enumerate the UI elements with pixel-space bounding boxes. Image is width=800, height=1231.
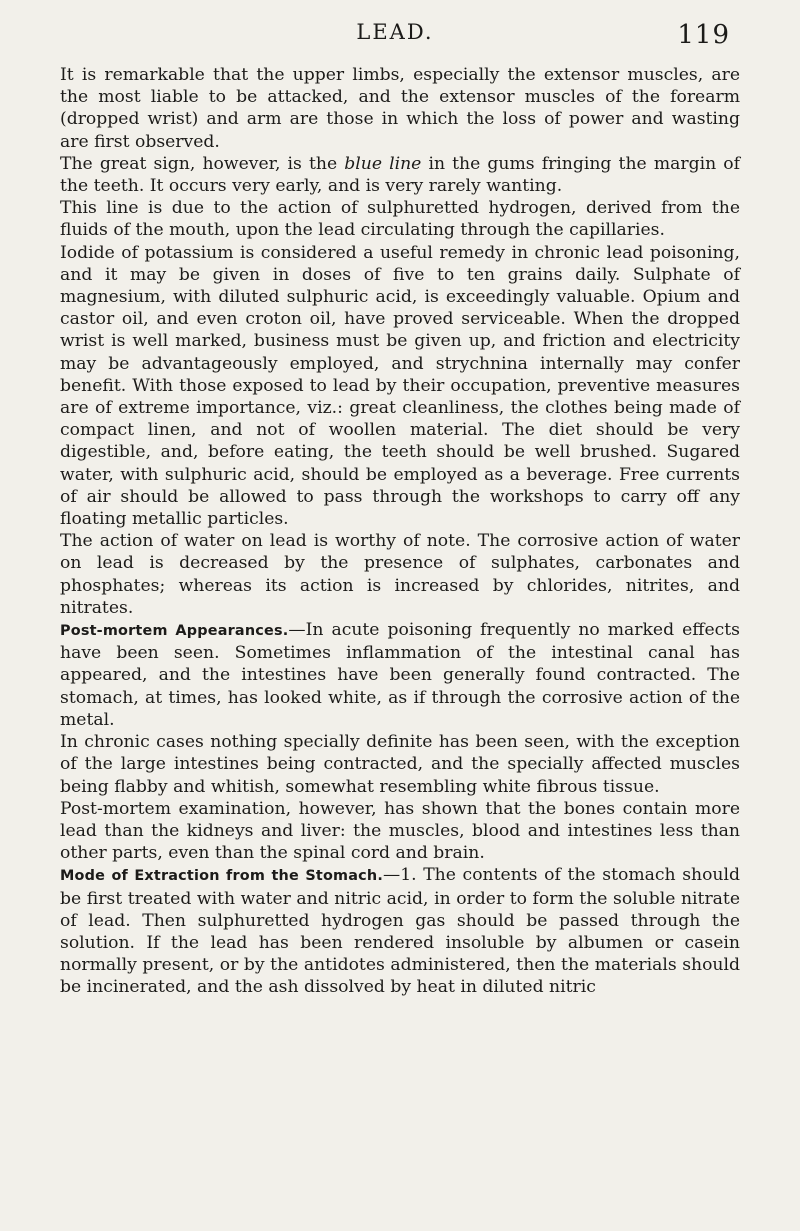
paragraph-post-mortem [60, 619, 740, 731]
blue-line-rest: in the gums fringing the margin of the teeth. It occurs very early, and is very rarely wanting. [60, 153, 740, 197]
paragraph-sulphuretted-hydrogen: This line is due to the action of sulphuretted hydrogen, derived from the fluids of the mouth, upon the lead circulating through the capillaries. [60, 198, 740, 241]
body-text [60, 64, 740, 999]
paragraph-chronic-cases: In chronic cases nothing specially definite has been seen, with the exception of the large intestines being contracted, and the specially affected muscles being flabby and whitish, somewhat resembling white fibrous tissue. [60, 732, 740, 797]
paragraph-treatment: Iodide of potassium is considered a useful remedy in chronic lead poisoning, and it may be given in doses of five to ten grains daily. Sulphate of magnesium, with diluted sulphuric acid, is exceedingly valuable. Opium and castor oil, and even croton oil, have proved serviceable. When the dropped wrist is well marked, business must be given up, and friction and electricity may be advantageously employed, and strychnina internally may confer benefit. With those exposed to lead by their occupation, preventive measures are of extreme importance, viz.: great cleanliness, the clothes being made of compact linen, and not of woollen material. The diet should be very digestible, and, before eating, the teeth should be well brushed. Sugared water, with sulphuric acid, should be employed as a beverage. Free currents of air should be allowed to pass through the workshops to carry off any floating metallic particles. [60, 242, 740, 530]
blue-line-emphasis: blue line [344, 153, 422, 174]
blue-line-intro: The great sign, however, is the [60, 153, 345, 174]
running-title: LEAD. [356, 20, 434, 44]
page-number: 119 [677, 20, 730, 50]
paragraph-upper-limbs: It is remarkable that the upper limbs, especially the extensor muscles, are the most liable to be attacked, and the extensor muscles of the forearm (dropped wrist) and arm are those in which the loss of power and wasting are first observed. [60, 65, 740, 152]
extraction-text: —1. The contents of the stomach should be first treated with water and nitric acid, in order to form the soluble nitrate of lead. Then sulphuretted hydrogen gas should be passed through the solution. If the lead has been rendered insoluble by albumen or casein normally present, or by the antidotes administered, then the materials should be incinerated, and the ash dissolved by heat in diluted nitric [60, 865, 740, 998]
post-mortem-heading: Post-mortem Appearances. [60, 623, 289, 640]
post-mortem-text: —In acute poisoning frequently no marked effects have been seen. Sometimes inflammation of the intestinal canal has appeared, and the intestines have been generally found contracted. The stomach, at times, has looked white, as if through the corrosive action of the metal. [60, 620, 740, 730]
running-head [60, 18, 730, 50]
extraction-heading: Mode of Extraction from the Stomach. [60, 868, 383, 885]
paragraph-blue-line [60, 153, 740, 197]
paragraph-water-action: The action of water on lead is worthy of note. The corrosive action of water on lead is decreased by the presence of sulphates, carbonates and phosphates; whereas its action is increased by chlorides, nitrites, and nitrates. [60, 531, 740, 618]
paragraph-extraction [60, 864, 740, 998]
paragraph-examination: Post-mortem examination, however, has shown that the bones contain more lead than the kidneys and liver: the muscles, blood and intestines less than other parts, even than the spinal cord and brain. [60, 798, 740, 864]
